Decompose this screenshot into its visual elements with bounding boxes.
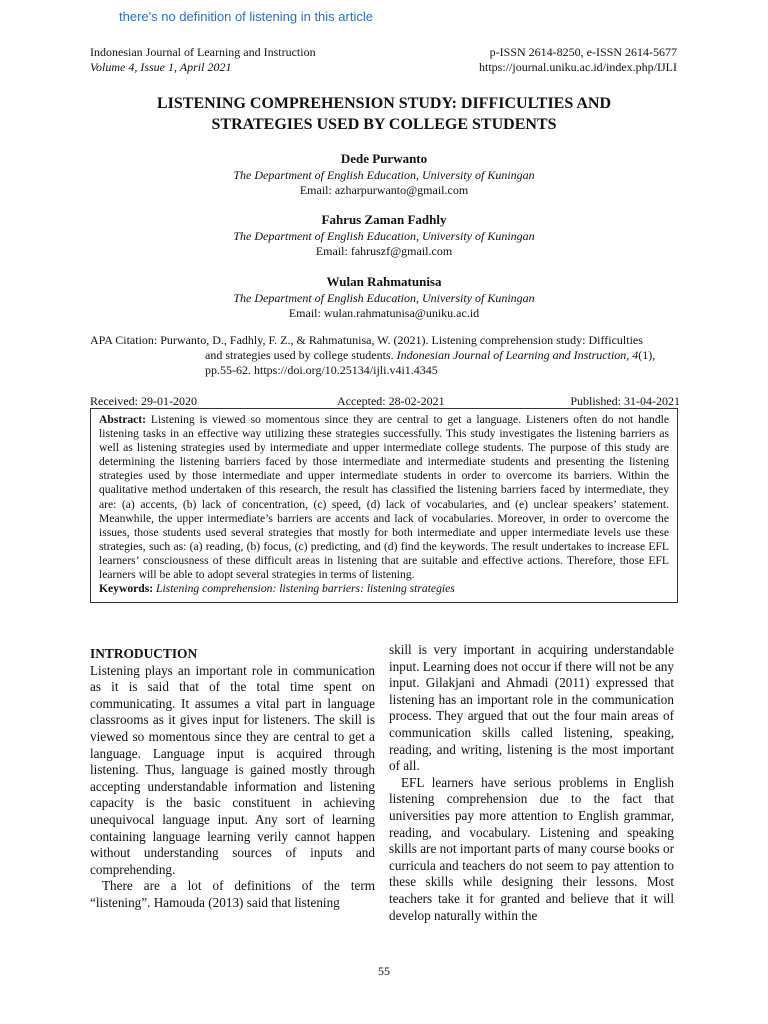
paragraph: skill is very important in acquiring understandable input. Learning does not occur if there will not be any input. Gilakjani and Ahmadi (2011) expressed that listening has an important role in the communication process. They argued that out the four main areas of communication skills called listening, speaking, reading, and writing, listening is the most important of all.	[389, 642, 674, 774]
author-name: Fahrus Zaman Fadhly	[321, 212, 447, 227]
paragraph: There are a lot of definitions of the term “listening”. Hamouda (2013) said that listening	[90, 878, 375, 910]
abstract-body: Listening is viewed so momentous since they are central to get a language. Listeners often do not handle listening tasks in an effective way utilizing these strategies successfully. This study investigates the listening barriers as well as listening strategies used by intermediate and upper intermediate college students. The purpose of this study are determining the listening barriers faced by those intermediate and intermediate students and presenting the listening strategies used by those intermediate and upper intermediate students in order to overcome its barriers. Within the qualitative method undertaken of this research, the result has classified the listening barriers faced by intermediate, they are: (a) accents, (b) lack of concentration, (c) speed, (d) lack of vocabularies, and (e) unclear speakers’ statement. Meanwhile, the upper intermediate’s barriers are accents and lack of vocabularies. Moreover, in order to overcome the issues, those students used several strategies that mostly for both intermediate and upper intermediate levels use these strategies, such as: (a) reading, (b) focus, (c) predicting, and (d) find the keywords. The result undertakes to increase EFL learners’ consciousness of these difficult areas in listening that are suitable and effective actions. Therefore, those EFL learners will be able to adopt several strategies in terms of listening.	[99, 413, 669, 582]
left-column	[90, 646, 375, 912]
author-name: Dede Purwanto	[340, 151, 428, 166]
section-heading: INTRODUCTION	[90, 646, 198, 661]
apa-line-2-text: and strategies used by college students.	[205, 348, 397, 362]
author-email: Email: fahruszf@gmail.com	[315, 244, 453, 258]
apa-issue: (1),	[638, 348, 656, 362]
abstract-text	[99, 413, 669, 582]
apa-journal-italic: Indonesian Journal of Learning and Instruction, 4	[396, 348, 639, 362]
title-line-1: LISTENING COMPREHENSION STUDY: DIFFICULTIES AND	[156, 95, 612, 112]
author-affiliation: The Department of English Education, University of Kuningan	[233, 291, 535, 305]
author-block-3	[90, 274, 678, 321]
author-affiliation: The Department of English Education, University of Kuningan	[233, 168, 535, 182]
journal-name: Indonesian Journal of Learning and Instruction	[90, 45, 316, 59]
annotation-note: there's no definition of listening in this article	[119, 9, 373, 24]
author-block-2	[90, 212, 678, 259]
author-name: Wulan Rahmatunisa	[326, 274, 442, 289]
author-block-1	[90, 151, 678, 198]
published-date: Published: 31-04-2021	[570, 394, 680, 408]
paragraph: Listening plays an important role in communication as it is said that of the total time spent on communicating. It assumes a vital part in language classrooms as it gives input for listeners. The skill is viewed so momentous since they are central to get a language. Language input is acquired through listening. Thus, language is gained mostly through accepting understandable information and listening capacity is the basic constituent in achieving unequivocal language input. Any sort of learning containing language learning verily cannot happen without understanding sources of inputs and comprehending.	[90, 662, 375, 877]
keywords-line	[99, 582, 669, 596]
right-column	[389, 642, 674, 924]
keywords-text: Listening comprehension: listening barriers: listening strategies	[153, 582, 455, 596]
author-email: Email: azharpurwanto@gmail.com	[299, 183, 469, 197]
apa-citation	[90, 333, 680, 378]
title-line-2: STRATEGIES USED BY COLLEGE STUDENTS	[211, 116, 557, 133]
author-email: Email: wulan.rahmatunisa@uniku.ac.id	[288, 306, 480, 320]
abstract-label: Abstract:	[99, 413, 147, 426]
keywords-label: Keywords:	[99, 582, 154, 596]
journal-header-right	[479, 45, 677, 75]
journal-header-left	[90, 45, 316, 75]
apa-line-3: pp.55-62. https://doi.org/10.25134/ijli.v4i1.4345	[205, 363, 438, 377]
journal-volume: Volume 4, Issue 1, April 2021	[90, 60, 232, 74]
abstract-box	[90, 408, 678, 603]
apa-line-1: APA Citation: Purwanto, D., Fadhly, F. Z., & Rahmatunisa, W. (2021). Listening comprehension study: Difficulties	[90, 333, 643, 347]
apa-line-2	[90, 348, 680, 363]
journal-issn: p-ISSN 2614-8250, e-ISSN 2614-5677	[489, 45, 677, 59]
paragraph: EFL learners have serious problems in English listening comprehension due to the fact that universities pay more attention to English grammar, reading, and vocabulary. Listening and speaking skills are not important parts of many course books or curricula and teachers do not seem to pay attention to these skills while designing their lessons. Most teachers take it for granted and believe that it will develop naturally within the	[389, 774, 674, 923]
author-affiliation: The Department of English Education, University of Kuningan	[233, 229, 535, 243]
page-number: 55	[378, 964, 390, 978]
accepted-date: Accepted: 28-02-2021	[337, 394, 445, 408]
received-date: Received: 29-01-2020	[90, 394, 197, 408]
journal-url[interactable]: https://journal.uniku.ac.id/index.php/IJLI	[479, 60, 677, 74]
paper-title	[90, 93, 678, 135]
